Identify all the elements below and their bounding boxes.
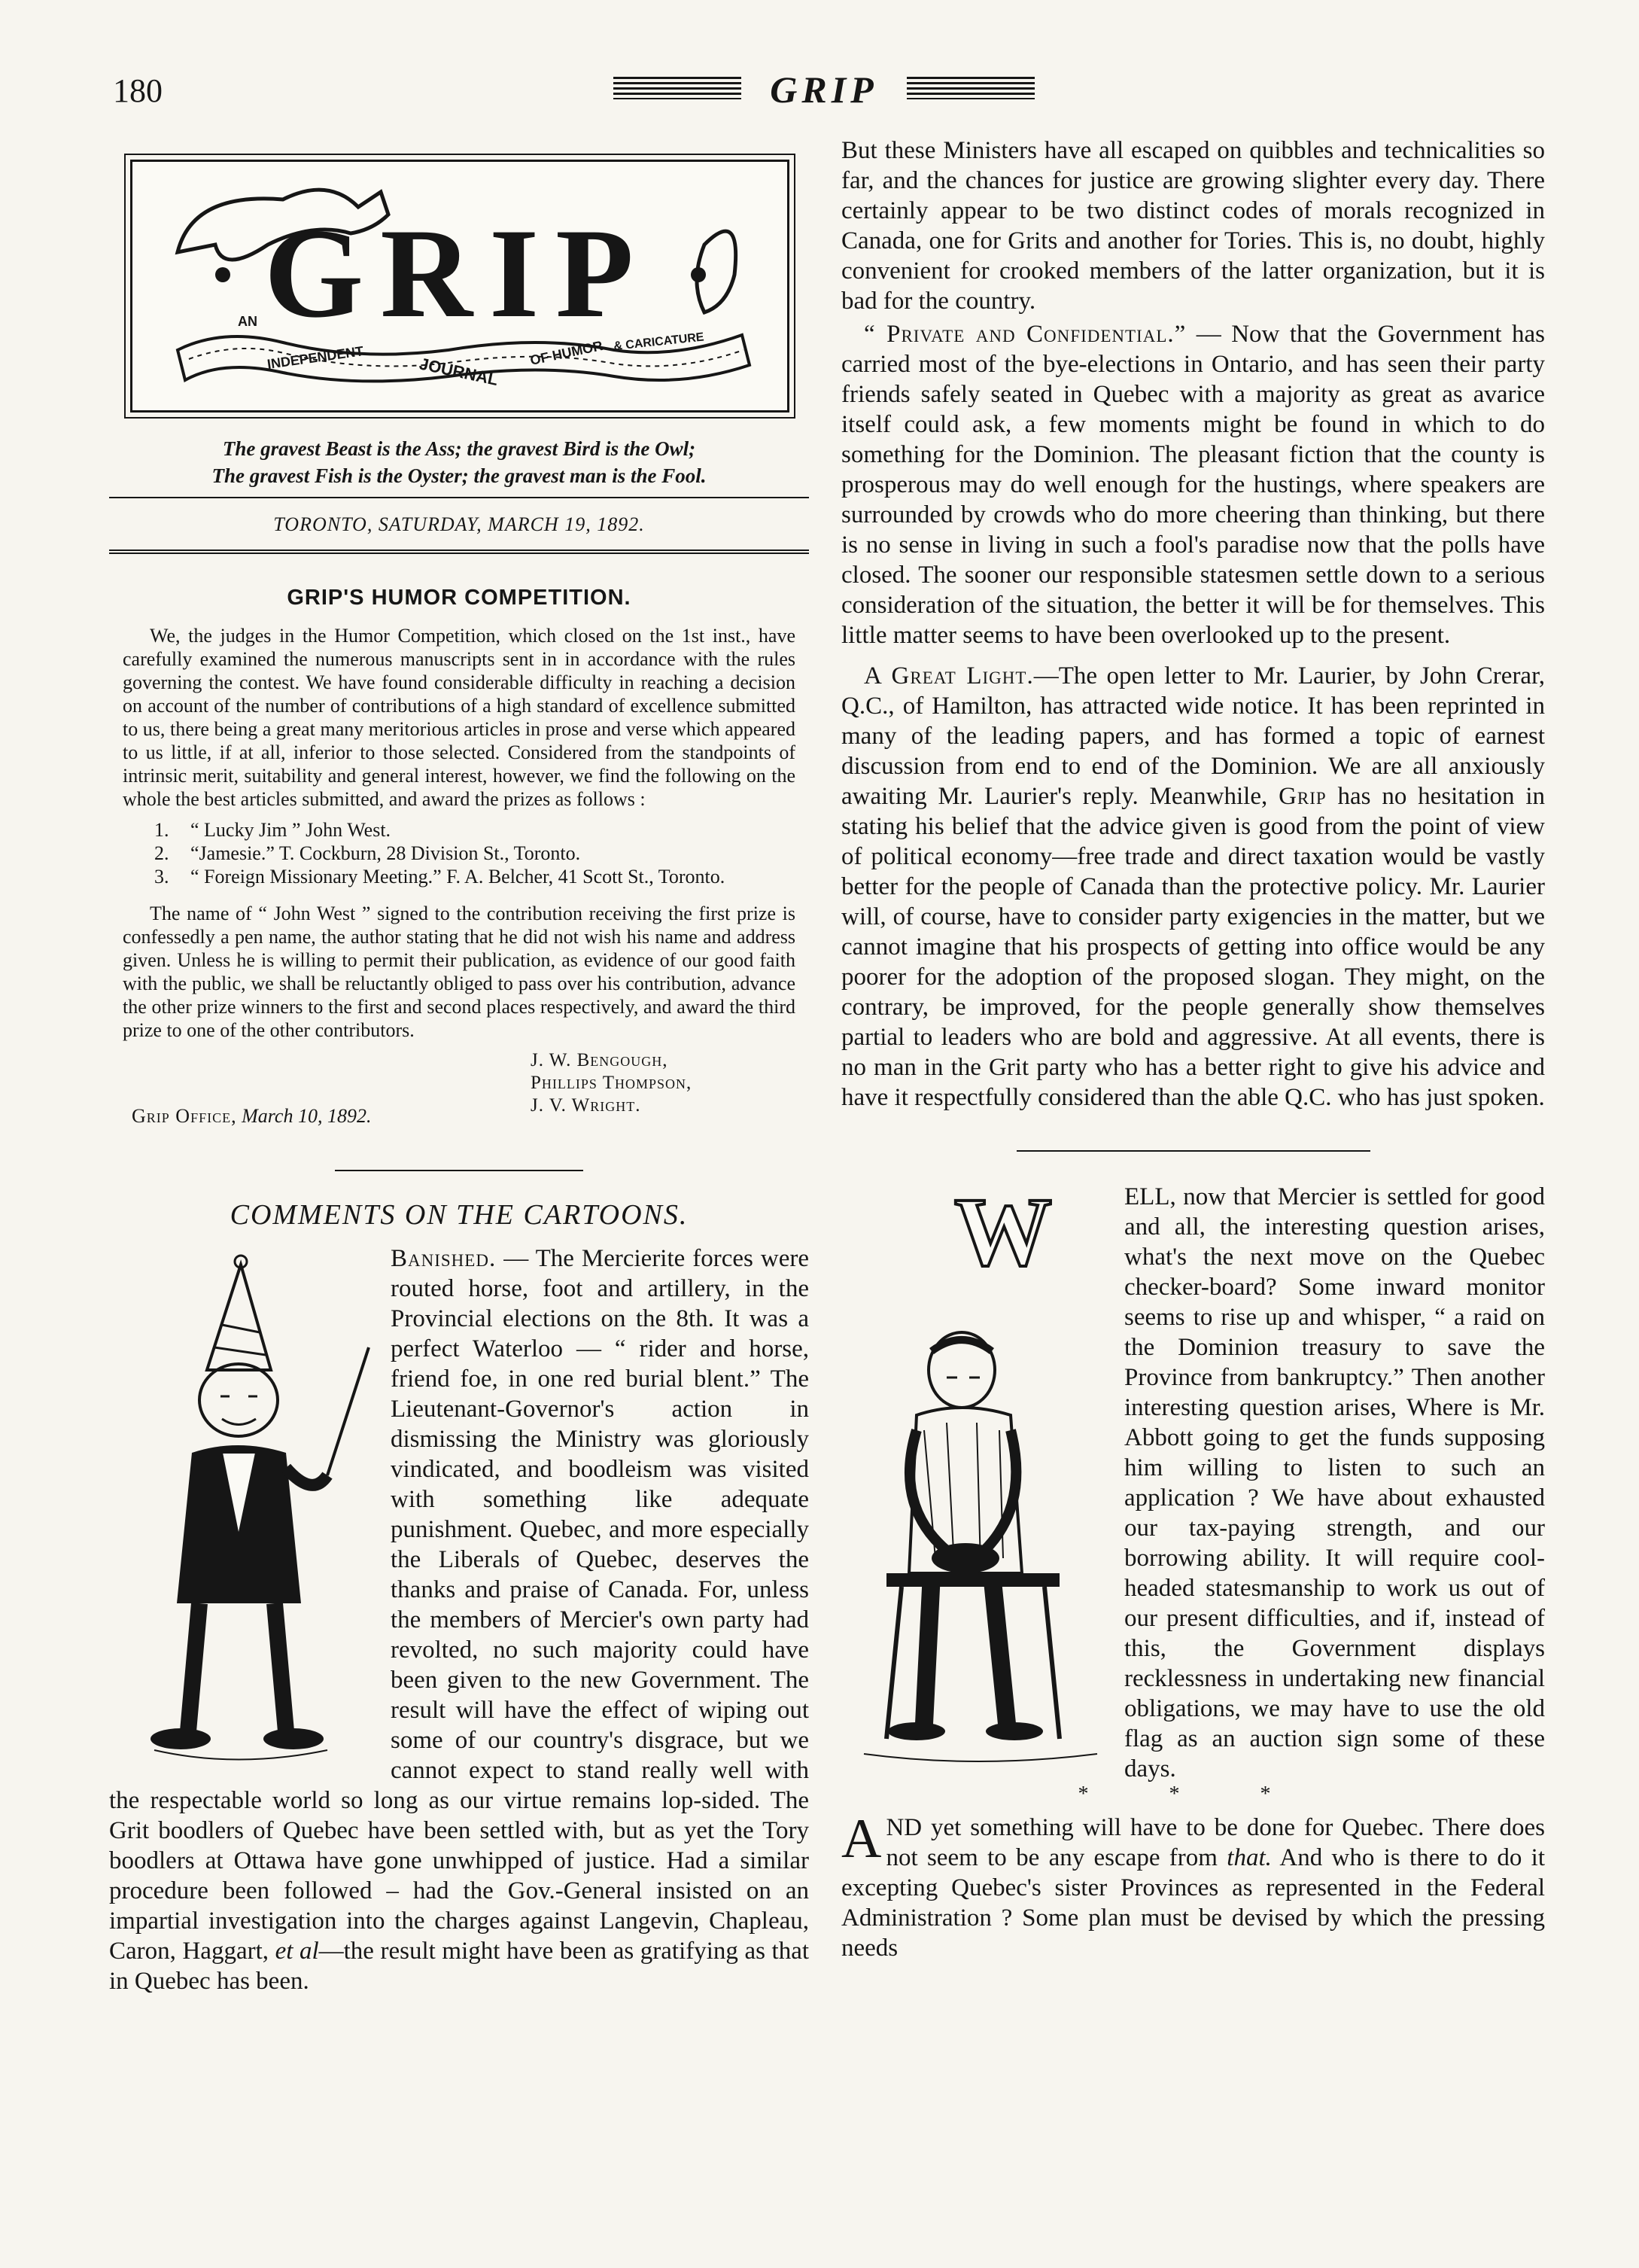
masthead-illustration [130,160,789,413]
mercier-article [841,1182,1545,1784]
and-dropcap: A [841,1808,882,1870]
banished-article [109,1244,809,1996]
ministers-paragraph: But these Ministers have all escaped on quibbles and technicalities so far, and the chances for justice are growing slighter every day. There certainly appear to be two distinct codes of morals recognized in Canada, one for Grits and another for Tories. This is, no doubt, highly convenient for crooked members of the latter organization, but it is bad for the country. [841,137,1545,315]
right-column [841,135,1545,1963]
signatory: Phillips Thompson, [531,1073,692,1093]
office-name: Grip Office, [132,1105,237,1127]
private-text: — Now that the Government has carried most of the bye-elections in Ontario, and has seen their party friends safely seated in Quebec with a majority as great as avarice itself could ask, a few moments might be found in which to do something for the Dominion. The pleasant fiction that the county is prosperous may do well enough for the hustings, where speakers are surrounded by crowds who do more cheering than thinking, but there is no sense in living in such a fool's paradise now that the polls have closed. The sooner our responsible statesmen settle down to a serious consideration of the situation, the better it will be for themselves. This little matter seems to have been overlooked up to the present. [841,321,1545,649]
banished-end: —the result might have been as gratifying as that in Quebec has been. [109,1938,810,1995]
banner-word: AN [238,314,257,329]
left-column [109,143,809,1996]
page-number: 180 [113,72,163,109]
prize-list [154,818,795,888]
banished-text: — The Mercierite forces were routed horse, foot and artillery, in the Provincial elections on the 8th. It was a perfect Waterloo — “ rider and horse, friend foe, in one red burial blent.” The Lieutenant-Governor's action in dismissing the Ministry was gloriously vindicated, and boodleism was visited with something like adequate punishment. Quebec, and more especially the Liberals of Quebec, deserves the thanks and praise of Canada. For, unless the members of Mercier's own party had revolted, no such majority could have been given to the new Government. The result will have the effect of wiping out some of our country's disgrace, but we cannot expect to stand really well with the respectable world so long as our virtue remains lop-sided. The Grit boodlers of Quebec have been settled with, but as yet the Tory boodlers at Ottawa have gone unwhipped of justice. Had a similar procedure been followed – had the Gov.-General insisted on an impartial investigation into the charges against Langevin, Chapleau, Caron, Haggart, [109,1245,809,1965]
divider [1017,1150,1370,1152]
cartoon-figure-seated [841,1182,1120,1776]
divider [109,549,809,554]
masthead-logo-text: GRIP [264,202,650,344]
office-line [132,1105,809,1128]
grip-logo-drawing [132,162,787,410]
and-that: that. [1227,1844,1272,1871]
competition-intro: We, the judges in the Humor Competition, which closed on the 1st inst., have carefully examined the numerous manuscripts sent in in accordance with the rules governing the contest. We have found considerable difficulty in reaching a decision on account of the number of contributions of a high standard of excellence submitted to us, there being a great many meritorious articles in prose and verse which appeared to us little, if at all, inferior to those selected. Considered from the standpoints of intrinsic merit, suitability and general interest, however, we find the following on the whole the best articles submitted, and award the prizes as follows : [123,625,795,810]
masthead-motto [109,435,809,489]
banner-word: OF HUMOR [528,337,604,368]
running-head-rule-right [907,77,1035,99]
private-lead: “ Private and Confidential.” [864,321,1187,348]
divider [335,1170,583,1171]
office-date: March 10, 1892. [242,1105,372,1127]
great-light-lead: A Great Light. [864,662,1034,690]
prize-item: 3. “ Foreign Missionary Meeting.” F. A. Belcher, 41 Scott St., Toronto. [154,866,725,887]
prize-item: 2. “Jamesie.” T. Cockburn, 28 Division St., Toronto. [154,842,581,864]
well-dropcap: W [954,1182,1052,1286]
motto-line: The gravest Fish is the Oyster; the gravest man is the Fool. [211,464,707,487]
running-head [613,66,1035,111]
and-text-2: And who is there to do it excepting Quebec's sister Provinces as represented in the Federal Administration ? Some plan must be devised by which the pressing needs [841,1844,1545,1962]
great-light-paragraph [841,661,1545,1113]
competition-note: The name of “ John West ” signed to the contribution receiving the first prize is confessedly a pen name, the author stating that he did not wish his name and address given. Unless he is willing to permit their publication, as evidence of our good faith with the public, we shall be reluctantly obliged to pass over his contribution, advance the other prize winners to the first and second places respectively, and award the third prize to one of the other contributors. [123,903,795,1041]
banner-word: INDEPENDENT [266,343,365,372]
banished-lead: Banished. [391,1245,497,1272]
section-stars: * * * [1078,1782,1309,1806]
banished-et-al: et al [275,1938,319,1965]
grip-name: Grip [1279,783,1327,810]
signatory: J. V. Wright. [531,1095,641,1116]
banner-word: JOURNAL [417,354,500,390]
divider [109,497,809,498]
running-head-title: GRIP [770,68,878,111]
quebec-paragraph [841,1808,1545,1963]
running-head-rule-left [613,77,741,99]
great-light-text: —The open letter to Mr. Laurier, by John Crerar, Q.C., of Hamilton, has attracted wide notice. It has been reprinted in many of the leading papers, and has formed a topic of earnest discussion from end to end of the Dominion. We are all anxiously awaiting Mr. Laurier's reply. Meanwhile, [841,662,1545,810]
cartoon-figure-pointer [109,1250,380,1776]
mercier-paragraph: ELL, now that Mercier is settled for good and all, the interesting question arises, what's the next move on the Quebec checker-board? Some inward monitor seems to rise up and whisper, “ a raid on the Dominion treasury to save the Province from bankruptcy.” Then another interesting question arises, Where is Mr. Abbott going to get the funds supposing him willing to listen to such an application ? We have about exhausted our tax-paying strength, and our borrowing ability. It will require cool-headed statesmanship to work us out of our present difficulties, and if, instead of this, the Government displays recklessness in undertaking new financial obligations, we may have to use the old flag as an auction sign some of these days. [1124,1183,1545,1782]
signatory: J. W. Bengough, [531,1050,668,1070]
private-confidential-paragraph [841,319,1545,650]
and-text-1: ND yet something will have to be done for Quebec. There does not seem to be any escape from [886,1814,1545,1871]
dateline: TORONTO, SATURDAY, MARCH 19, 1892. [273,513,645,535]
competition-title: GRIP'S HUMOR COMPETITION. [287,586,631,610]
comments-title: COMMENTS ON THE CARTOONS. [230,1199,689,1231]
prize-item: 1. “ Lucky Jim ” John West. [154,819,391,841]
banner-word: & CARICATURE [613,330,705,353]
motto-line: The gravest Beast is the Ass; the gravest Bird is the Owl; [222,437,696,460]
great-light-end: has no hesitation in stating his belief that the advice given is good from the point of view of political economy—free trade and direct taxation would be vastly better for the people of Canada than the protective policy. Mr. Laurier will, of course, have to consider party exigencies in the matter, but we cannot imagine that his prospects of getting into office would be any poorer for the adoption of the proposed slogan. They might, on the contrary, be improved, for the people generally show themselves partial to leaders who are bold and aggressive. At all events, there is no man in the Grit party who has a better right to give his advice and have it respectfully considered than the able Q.C. who has just spoken. [841,783,1545,1111]
